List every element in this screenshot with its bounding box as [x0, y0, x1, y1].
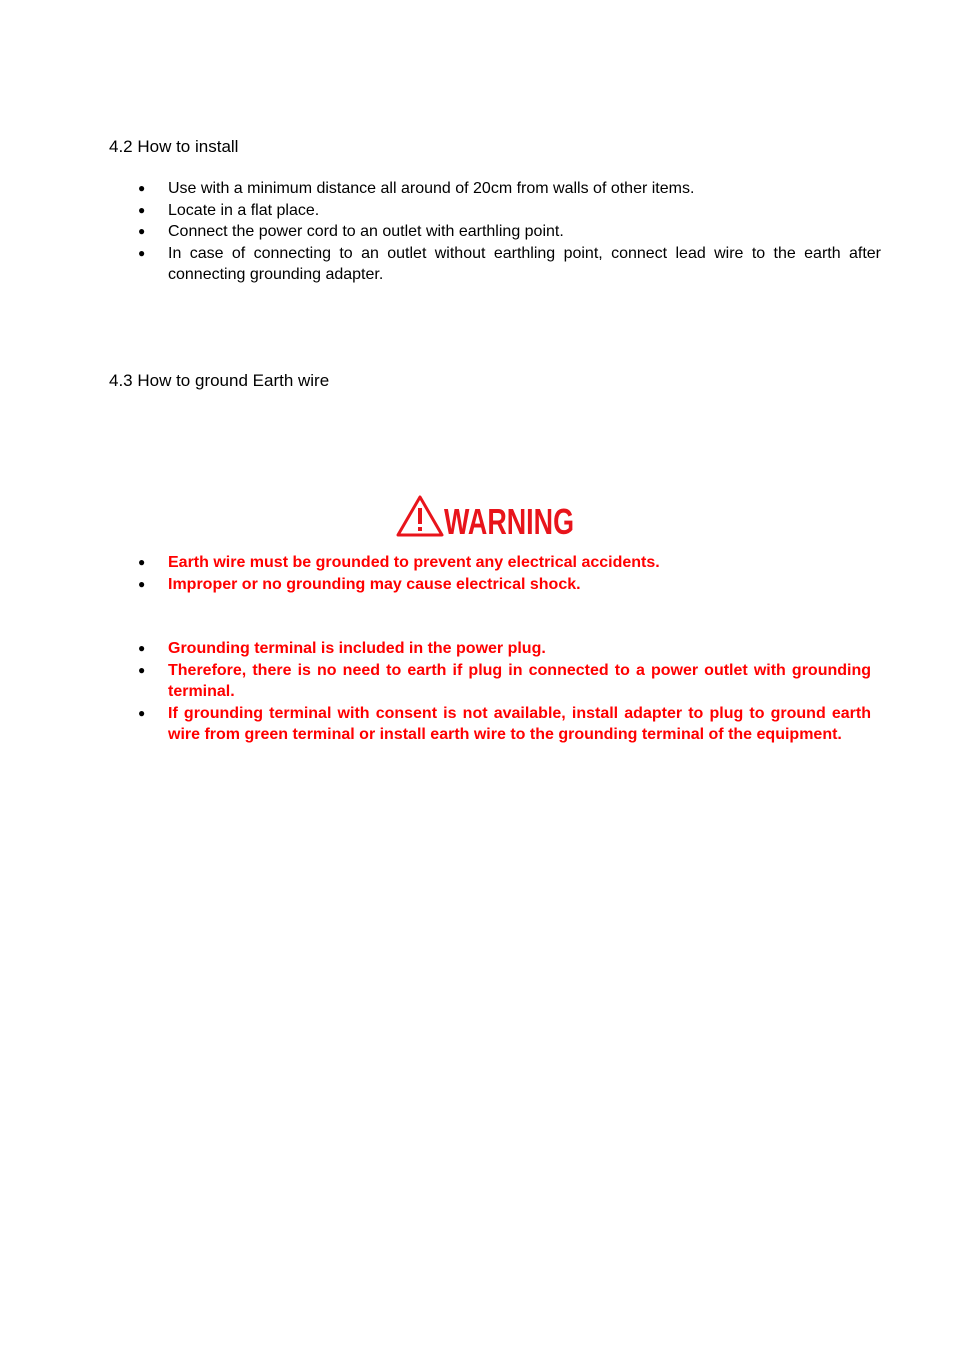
list-item: [0, 638, 871, 660]
list-item: [0, 574, 871, 596]
warning-text: Improper or no grounding may cause electrical shock.: [168, 575, 581, 593]
list-item: [0, 552, 871, 574]
list-item-text: Use with a minimum distance all around of 20cm from walls of other items.: [168, 180, 695, 197]
warning-label: WARNING: [444, 501, 574, 542]
bullet-icon: ●: [138, 202, 146, 217]
list-item-text: Connect the power cord to an outlet with earthling point.: [168, 223, 564, 240]
list-item: [0, 703, 871, 746]
bullet-icon: ●: [138, 641, 146, 655]
warning-text: Earth wire must be grounded to prevent any electrical accidents.: [168, 554, 660, 571]
warning-triangle-icon: [398, 497, 442, 535]
warning-text: If grounding terminal with consent is not available, install adapter to plug to ground earth wire from green terminal or install earth wire to the grounding terminal of the equipment.: [168, 704, 871, 743]
section-heading-how-to-ground: 4.3 How to ground Earth wire: [109, 371, 330, 390]
bullet-icon: ●: [138, 662, 146, 677]
install-instructions-list: [0, 178, 881, 286]
warning-logo: [396, 494, 578, 542]
warning-text: Therefore, there is no need to earth if plug in connected to a power outlet with grounding terminal.: [168, 661, 871, 700]
list-item-text: Locate in a flat place.: [168, 201, 320, 219]
warning-list-primary: [0, 552, 871, 595]
warning-text: Grounding terminal is included in the power plug.: [168, 640, 546, 657]
list-item: [0, 221, 881, 243]
list-item: [0, 243, 881, 286]
list-item-text: In case of connecting to an outlet without earthling point, connect lead wire to the earth after connecting grounding adapter.: [168, 244, 881, 283]
bullet-icon: ●: [138, 705, 146, 720]
bullet-icon: ●: [138, 245, 146, 260]
bullet-icon: ●: [138, 576, 146, 591]
list-item: [0, 178, 881, 200]
bullet-icon: ●: [138, 224, 146, 238]
bullet-icon: ●: [138, 181, 146, 195]
section-heading-how-to-install: 4.2 How to install: [109, 137, 239, 156]
bullet-icon: ●: [138, 555, 146, 569]
warning-list-secondary: [0, 638, 871, 746]
list-item: [0, 660, 871, 703]
list-item: [0, 200, 881, 222]
